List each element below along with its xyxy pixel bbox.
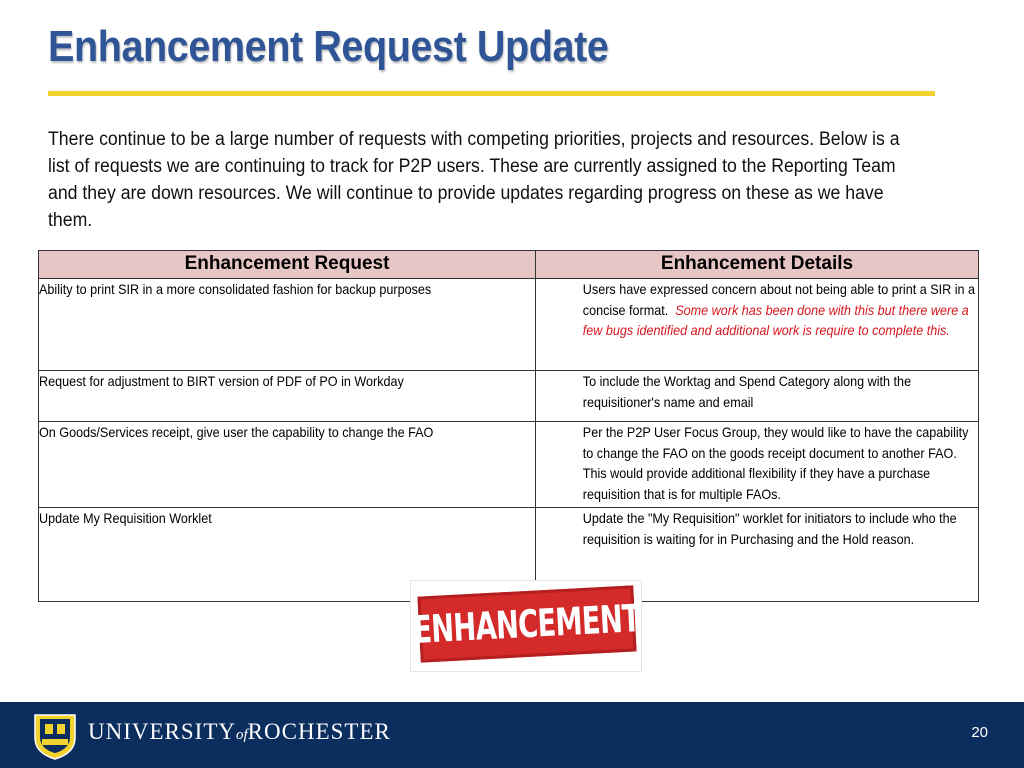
page-number: 20 bbox=[971, 724, 988, 741]
footer-bar bbox=[0, 702, 1024, 768]
request-cell bbox=[39, 371, 536, 422]
wordmark-university: UNIVERSITY bbox=[88, 719, 236, 744]
slide-title: Enhancement Request Update bbox=[48, 22, 609, 71]
university-shield-icon bbox=[32, 712, 78, 760]
title-underline bbox=[48, 91, 935, 96]
wordmark-of: of bbox=[236, 727, 248, 743]
table-row bbox=[39, 279, 979, 371]
table-row bbox=[39, 422, 979, 508]
wordmark-rochester: ROCHESTER bbox=[247, 719, 391, 744]
details-text: Users have expressed concern about not being able to print a SIR in a concise format. bbox=[582, 281, 976, 318]
request-text: Ability to print SIR in a more consolidated fashion for backup purposes bbox=[39, 281, 432, 297]
details-text: Update the "My Requisition" worklet for initiators to include who the requisition is waiting for in Purchasing and the Hold reason. bbox=[582, 510, 957, 547]
request-text: Request for adjustment to BIRT version of PDF of PO in Workday bbox=[39, 373, 404, 389]
intro-paragraph: There continue to be a large number of requests with competing priorities, projects and resources. Below is a list of requests we are continuing to track for P2P users. These are currently assigned to the Reporting Team and they are down resources. We will continue to provide updates regarding progress on these as we have them. bbox=[48, 129, 900, 231]
header-enhancement-details: Enhancement Details bbox=[536, 251, 979, 279]
enhancement-stamp-image bbox=[410, 580, 642, 672]
university-wordmark bbox=[88, 719, 391, 745]
details-text-block bbox=[536, 279, 981, 341]
request-cell bbox=[39, 279, 536, 371]
details-text: To include the Worktag and Spend Category along with the requisitioner's name and email bbox=[582, 373, 912, 410]
stamp-text: ENHANCEMENT bbox=[412, 596, 642, 652]
enhancement-table bbox=[38, 250, 979, 602]
details-cell bbox=[536, 371, 979, 422]
request-text: On Goods/Services receipt, give user the capability to change the FAO bbox=[39, 424, 434, 440]
details-cell bbox=[536, 422, 979, 508]
details-text: Per the P2P User Focus Group, they would like to have the capability to change the FAO on the goods receipt document to another FAO. This would provide additional flexibility if they have a purchase requisition that is for multiple FAOs. bbox=[582, 424, 969, 502]
stamp-badge bbox=[412, 585, 642, 662]
status-note: Some work has been done with this but there were a few bugs identified and additional work is require to complete this. bbox=[582, 301, 969, 338]
header-enhancement-request: Enhancement Request bbox=[39, 251, 536, 279]
table-row bbox=[39, 371, 979, 422]
request-cell bbox=[39, 422, 536, 508]
table-header-row bbox=[39, 251, 979, 279]
details-cell bbox=[536, 279, 979, 371]
request-text: Update My Requisition Worklet bbox=[39, 510, 212, 526]
